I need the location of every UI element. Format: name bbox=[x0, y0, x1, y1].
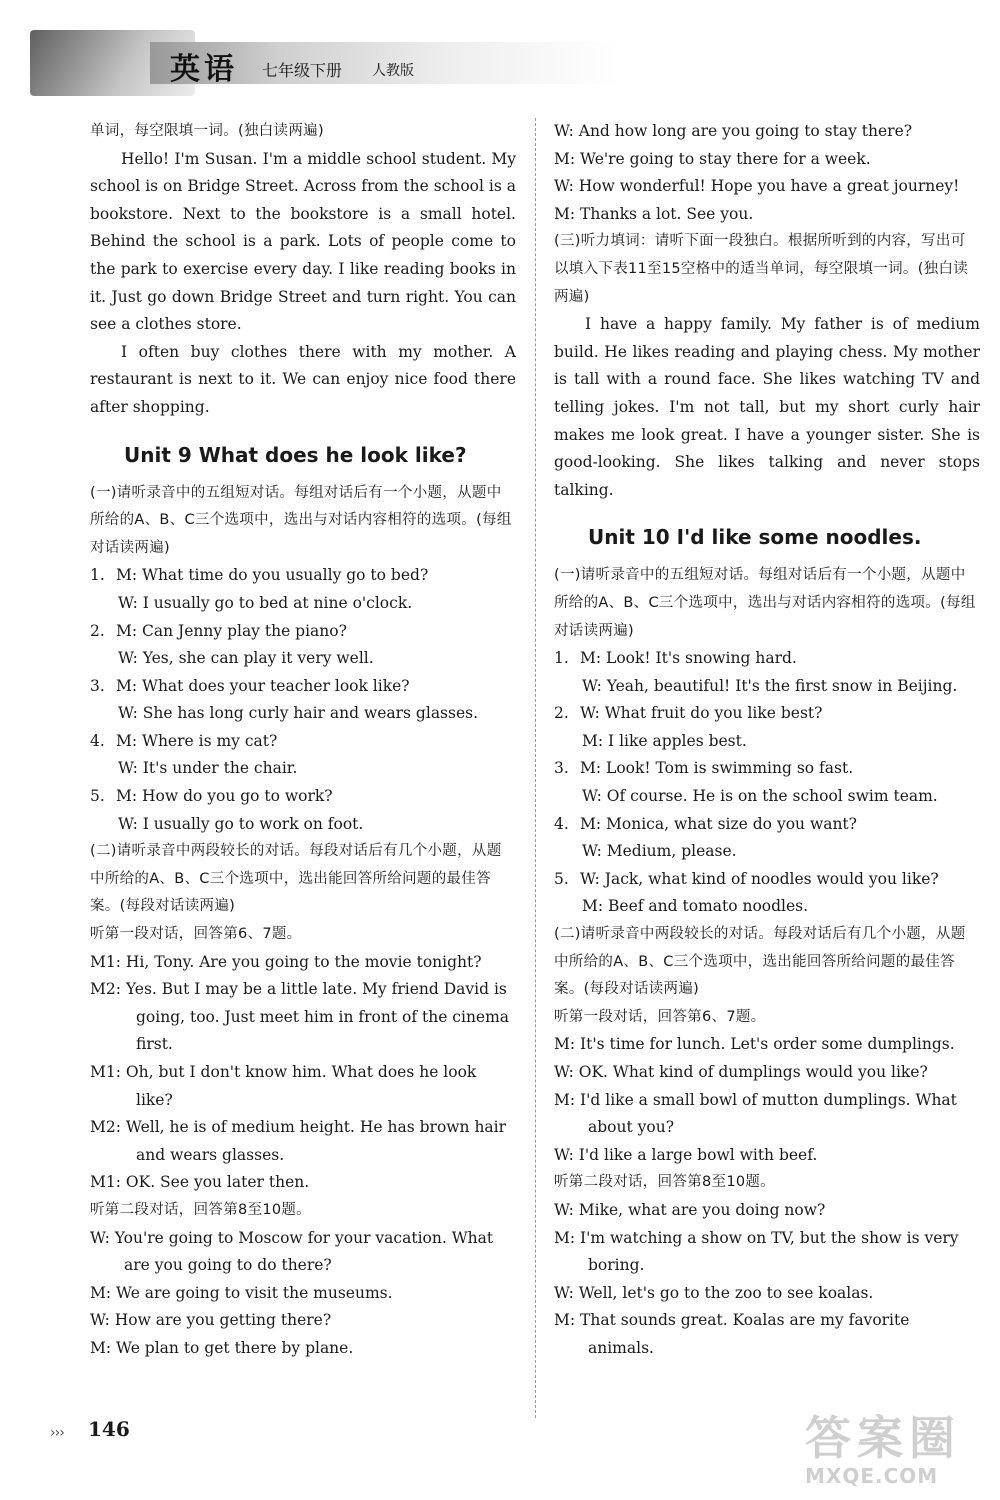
dialog-turn bbox=[90, 1335, 516, 1363]
page-arrows-icon: ››› bbox=[50, 1425, 64, 1441]
dialog-line: W: Of course. He is on the school swim team. bbox=[582, 787, 938, 806]
speaker: M2: bbox=[90, 1118, 121, 1137]
column-divider bbox=[535, 118, 536, 1418]
section-instruction: 单词，每空限填一词。(独白读两遍) bbox=[90, 123, 324, 139]
dialog-line: M: What time do you usually go to bed? bbox=[116, 566, 429, 585]
item-number: 1. bbox=[90, 566, 105, 585]
item-number: 2. bbox=[554, 704, 569, 723]
dialog-line: W: Medium, please. bbox=[582, 842, 737, 861]
edition-label: 人教版 bbox=[372, 63, 414, 79]
watermark-text: 答案圈 bbox=[805, 1411, 961, 1465]
speaker: M: bbox=[90, 1283, 112, 1302]
short-dialog-item bbox=[554, 811, 980, 866]
dialog-turn bbox=[554, 1059, 980, 1087]
utterance: Oh, but I don't know him. What does he look like? bbox=[125, 1063, 477, 1109]
short-dialog-item bbox=[90, 618, 516, 673]
utterance: Mike, what are you doing now? bbox=[578, 1200, 826, 1219]
dialog-line: M: Look! Tom is swimming so fast. bbox=[580, 759, 854, 778]
speaker: W: bbox=[554, 122, 574, 140]
monologue-paragraph: I often buy clothes there with my mother. A restaurant is next to it. We can enjoy nice food there after shopping. bbox=[90, 342, 516, 416]
item-number: 1. bbox=[554, 649, 569, 668]
section-instruction: (一)请听录音中的五组短对话。每组对话后有一个小题，从题中所给的A、B、C三个选项中，选出与对话内容相符的选项。(每组对话读两遍) bbox=[90, 484, 512, 556]
speaker: W: bbox=[554, 1200, 574, 1219]
utterance: It's time for lunch. Let's order some dumplings. bbox=[580, 1035, 955, 1054]
utterance: I'm watching a show on TV, but the show is very boring. bbox=[580, 1228, 959, 1275]
short-dialog-item bbox=[554, 700, 980, 755]
subject-title: 英语 bbox=[170, 52, 238, 87]
dialog-turn bbox=[554, 1280, 980, 1308]
section-instruction: (三)听力填词：请听下面一段独白。根据所听到的内容，写出可以填入下表11至15空格中的适当单词，每空限填一词。(独白读两遍) bbox=[554, 233, 969, 305]
dialog-turn bbox=[554, 1087, 980, 1142]
speaker: M2: bbox=[90, 980, 121, 999]
section-instruction: (二)请听录音中两段较长的对话。每段对话后有几个小题，从题中所给的A、B、C三个选项中，选出能回答所给问题的最佳答案。(每段对话读两遍) bbox=[554, 926, 966, 998]
dialog-line: M: I like apples best. bbox=[582, 731, 747, 750]
utterance: And how long are you going to stay there? bbox=[578, 122, 913, 140]
speaker: W: bbox=[554, 1063, 574, 1081]
section-instruction: (二)请听录音中两段较长的对话。每段对话后有几个小题，从题中所给的A、B、C三个选项中，选出能回答所给问题的最佳答案。(每段对话读两遍) bbox=[90, 843, 502, 915]
utterance: Hi, Tony. Are you going to the movie tonight? bbox=[125, 952, 482, 971]
dialog-turn bbox=[554, 118, 980, 146]
speaker: M: bbox=[90, 1338, 112, 1357]
utterance: How are you getting there? bbox=[114, 1311, 332, 1330]
monologue-paragraph: I have a happy family. My father is of medium build. He likes reading and playing chess. My mother is tall with a round face. She likes watching TV and telling jokes. I'm not tall, but my short curly hair makes me look great. I have a younger sister. She is good-looking. She likes talking and never stops talking. bbox=[554, 315, 980, 499]
dialog-line: M: Beef and tomato noodles. bbox=[582, 897, 809, 916]
page-header bbox=[0, 0, 1000, 110]
watermark-logo bbox=[805, 1402, 990, 1492]
dialog-turn bbox=[554, 1142, 980, 1170]
dialog-line: W: I usually go to bed at nine o'clock. bbox=[118, 593, 413, 612]
item-number: 5. bbox=[90, 787, 105, 806]
speaker: M: bbox=[554, 149, 576, 168]
short-dialog-item bbox=[554, 866, 980, 921]
speaker: M: bbox=[554, 1090, 576, 1109]
utterance: Yes. But I may be a little late. My friend David is going, too. Just meet him in front of the cinema first. bbox=[125, 980, 510, 1054]
dialog-line: W: Yeah, beautiful! It's the first snow in Beijing. bbox=[582, 676, 958, 695]
dialog-turn bbox=[554, 146, 980, 174]
dialog-line: M: Look! It's snowing hard. bbox=[580, 649, 797, 668]
speaker: M1: bbox=[90, 1173, 121, 1192]
short-dialog-list bbox=[554, 645, 980, 921]
utterance: Well, he is of medium height. He has brown hair and wears glasses. bbox=[125, 1118, 507, 1164]
utterance: Well, let's go to the zoo to see koalas. bbox=[578, 1283, 874, 1302]
dialog-line: W: I usually go to work on foot. bbox=[118, 814, 364, 833]
item-number: 3. bbox=[90, 676, 105, 695]
item-number: 4. bbox=[554, 814, 569, 833]
short-dialog-item bbox=[90, 562, 516, 617]
speaker: M1: bbox=[90, 952, 121, 971]
dialog-line: W: It's under the chair. bbox=[118, 759, 298, 778]
dialog-heading: 听第一段对话，回答第6、7题。 bbox=[554, 1008, 766, 1025]
dialog-line: W: She has long curly hair and wears glasses. bbox=[118, 704, 479, 723]
monologue-paragraph: Hello! I'm Susan. I'm a middle school student. My school is on Bridge Street. Across from the school is a bookstore. Next to the bookstore is a small hotel. Behind the school is a park. Lots of people come to the park to exercise every day. I like reading books in it. Just go down Bridge Street and turn right. You can see a clothes store. bbox=[90, 149, 516, 334]
speaker: M: bbox=[554, 1311, 576, 1330]
utterance: That sounds great. Koalas are my favorite animals. bbox=[580, 1311, 910, 1357]
dialog-line: M: Can Jenny play the piano? bbox=[116, 621, 347, 640]
utterance: I'd like a small bowl of mutton dumplings. What about you? bbox=[580, 1090, 957, 1137]
section-instruction: (一)请听录音中的五组短对话。每组对话后有一个小题，从题中所给的A、B、C三个选项中，选出与对话内容相符的选项。(每组对话读两遍) bbox=[554, 567, 976, 639]
grade-label: 七年级下册 bbox=[262, 61, 343, 80]
dialog-line: M: How do you go to work? bbox=[116, 787, 333, 806]
item-number: 4. bbox=[90, 731, 105, 750]
dialog-turn bbox=[554, 173, 980, 201]
dialog-heading: 听第二段对话，回答第8至10题。 bbox=[554, 1174, 775, 1191]
unit-title: Unit 9 What does he look like? bbox=[124, 442, 467, 467]
dialog-heading: 听第二段对话，回答第8至10题。 bbox=[90, 1201, 311, 1218]
utterance: OK. What kind of dumplings would you like? bbox=[578, 1063, 928, 1081]
dialog-line: M: Where is my cat? bbox=[116, 731, 278, 750]
dialog-turn bbox=[554, 1031, 980, 1059]
dialog-turn bbox=[90, 1059, 516, 1114]
short-dialog-item bbox=[554, 755, 980, 810]
dialog-turn bbox=[90, 1225, 516, 1280]
dialog-turn bbox=[554, 1307, 980, 1362]
utterance: We are going to visit the museums. bbox=[116, 1283, 393, 1302]
short-dialog-item bbox=[554, 645, 980, 700]
dialog-turn bbox=[90, 1280, 516, 1308]
speaker: W: bbox=[554, 177, 574, 196]
item-number: 3. bbox=[554, 759, 569, 778]
dialog-turn bbox=[90, 1114, 516, 1169]
dialog-turn bbox=[90, 1169, 516, 1197]
dialog-line: M: Monica, what size do you want? bbox=[580, 814, 857, 833]
dialog-line: W: Yes, she can play it very well. bbox=[118, 649, 374, 668]
dialog-turn bbox=[90, 976, 516, 1059]
utterance: We're going to stay there for a week. bbox=[580, 149, 871, 168]
dialog-turn bbox=[554, 1197, 980, 1225]
utterance: You're going to Moscow for your vacation. What are you going to do there? bbox=[114, 1228, 494, 1275]
left-column bbox=[90, 118, 516, 1363]
speaker: M: bbox=[554, 204, 576, 223]
dialog-line: W: Jack, what kind of noodles would you like? bbox=[580, 869, 939, 888]
dialog-line: M: What does your teacher look like? bbox=[116, 676, 410, 695]
speaker: W: bbox=[90, 1228, 110, 1247]
speaker: W: bbox=[90, 1311, 110, 1330]
utterance: OK. See you later then. bbox=[125, 1173, 310, 1192]
item-number: 2. bbox=[90, 621, 105, 640]
short-dialog-item bbox=[90, 783, 516, 838]
speaker: M: bbox=[554, 1035, 576, 1054]
dialog-turn bbox=[90, 949, 516, 977]
dialog-line: W: What fruit do you like best? bbox=[580, 704, 823, 723]
page-number: 146 bbox=[88, 1417, 130, 1441]
utterance: I'd like a large bowl with beef. bbox=[578, 1145, 818, 1164]
utterance: We plan to get there by plane. bbox=[116, 1338, 354, 1357]
speaker: M: bbox=[554, 1228, 576, 1247]
short-dialog-list bbox=[90, 562, 516, 838]
utterance: Thanks a lot. See you. bbox=[580, 204, 754, 223]
dialog-turn bbox=[554, 201, 980, 229]
speaker: W: bbox=[554, 1283, 574, 1302]
dialog-turn bbox=[554, 1225, 980, 1280]
dialog-heading: 听第一段对话，回答第6、7题。 bbox=[90, 926, 302, 943]
speaker: W: bbox=[554, 1145, 574, 1164]
short-dialog-item bbox=[90, 728, 516, 783]
item-number: 5. bbox=[554, 869, 569, 888]
unit-title: Unit 10 I'd like some noodles. bbox=[588, 525, 922, 550]
short-dialog-item bbox=[90, 673, 516, 728]
speaker: M1: bbox=[90, 1063, 121, 1081]
dialog-turn bbox=[90, 1307, 516, 1335]
utterance: How wonderful! Hope you have a great journey! bbox=[578, 177, 960, 196]
right-column bbox=[554, 118, 980, 1363]
watermark-url: MXQE.COM bbox=[805, 1464, 939, 1488]
